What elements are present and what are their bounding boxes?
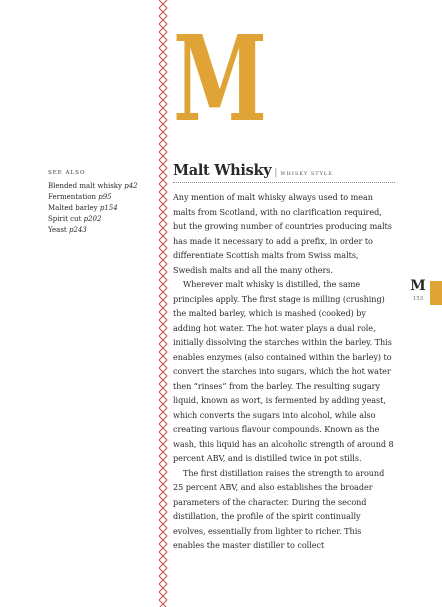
entry-heading	[173, 160, 395, 183]
see-also-item[interactable]: Fermentation p95	[48, 193, 112, 201]
see-also-label: SEE ALSO	[48, 170, 86, 176]
body-paragraph: The first distillation raises the strength to around 25 percent ABV, and also establishes the broader parameters of the character. During the second distillation, the profile of the spirit continually evolves, essentially from lighter to richer. This enables the master distiller to collect	[173, 467, 385, 550]
see-also-list	[48, 168, 153, 236]
chapter-letter: M	[173, 9, 266, 148]
stitched-border	[158, 0, 168, 607]
entry-category: WHISKY STYLE	[280, 171, 333, 177]
see-also-item[interactable]: Malted barley p154	[48, 204, 118, 212]
see-also-item[interactable]: Spirit cut p202	[48, 215, 102, 223]
heading-separator: |	[274, 168, 278, 178]
see-also-item[interactable]: Blended malt whisky p42	[48, 182, 138, 190]
entry-title: Malt Whisky	[173, 162, 272, 179]
body-paragraph: Any mention of malt whisky always used to mean malts from Scotland, with no clarification required, but the growing number of countries producing malts has made it necessary to add a prefix, in order to differentiate Scottish malts from Swiss malts, Swedish malts and all the many others.	[173, 192, 392, 275]
see-also-item[interactable]: Yeast p243	[48, 226, 87, 234]
side-index-letter: M	[410, 278, 426, 294]
entry-body	[173, 190, 395, 553]
body-paragraph: Wherever malt whisky is distilled, the same principles apply. The first stage is milling (crushing) the malted barley, which is mashed (cooked) by adding hot water. The hot water plays a dual role, initially dissolving the starches within the barley. This enables enzymes (also contained within the barley) to convert the starches into sugars, which the hot water then “rinses” from the barley. The resulting sugary liquid, known as wort, is fermented by adding yeast, which converts the sugars into alcohol, while also creating various flavour compounds. Known as the wash, this liquid has an alcoholic strength of around 8 percent ABV, and is distilled twice in pot stills.	[173, 279, 394, 463]
page-number: 153	[412, 296, 424, 302]
chapter-tab[interactable]	[430, 281, 442, 305]
